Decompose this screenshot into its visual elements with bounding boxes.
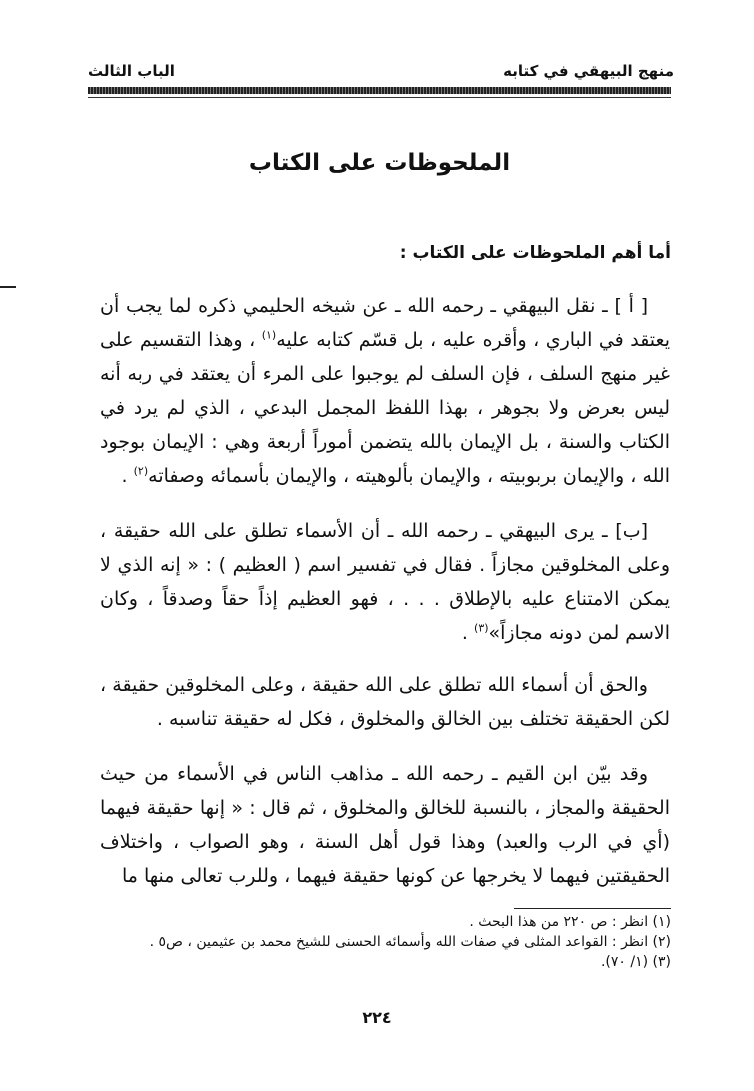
paragraph-a bbox=[100, 289, 670, 493]
paragraph-a-text-2: ، وهذا التقسيم على غير منهج السلف ، فإن السلف لم يوجبوا على المرء أن يعتقد في ربه أنه ليس بعرض ولا بجوهر ، بهذا اللفظ المجمل البدعي ، الذي لم يرد في الكتاب والسنة ، بل الإيمان بالله يتضمن أموراً أربعة وهي : الإيمان بوجود الله ، والإيمان بربوبيته ، والإيمان بألوهيته ، والإيمان بأسمائه وصفاته bbox=[100, 329, 670, 487]
footnotes bbox=[101, 912, 671, 972]
running-head-book-title: منهج البيهقي في كتابه bbox=[503, 62, 674, 80]
paragraph-d bbox=[100, 757, 670, 893]
page-number: ٢٢٤ bbox=[362, 1008, 392, 1027]
paragraph-b-text-2: . bbox=[461, 622, 475, 644]
paragraph-d-text: وقد بيّن ابن القيم ـ رحمه الله ـ مذاهب الناس في الأسماء من حيث الحقيقة والمجاز ، بالنسبة للخالق والمخلوق ، ثم قال : « إنها حقيقة فيهما (أي في الرب والعبد) وهذا قول أهل السنة ، وهو الصواب ، واختلاف الحقيقتين فيهما لا يخرجها عن كونها حقيقة فيهما ، وللرب تعالى منها ما bbox=[100, 763, 670, 887]
footnote-2: (٢) انظر : القواعد المثلى في صفات الله وأسمائه الحسنى للشيخ محمد بن عثيمين ، ص٥ . bbox=[149, 934, 671, 950]
paragraph-b-text-1: [ب] ـ يرى البيهقي ـ رحمه الله ـ أن الأسماء تطلق على الله حقيقة ، وعلى المخلوقين مجازاً . فقال في تفسير اسم ( العظيم ) : « إنه الذي لا يمكن الامتناع عليه بالإطلاق . . . ، فهو العظيم إذاً حقاً وصدقاً ، وكان الاسم لمن دونه مجازاً» bbox=[100, 520, 670, 644]
footnote-ref-1: (١) bbox=[261, 328, 277, 342]
footnote-rule bbox=[514, 908, 671, 909]
section-subtitle: أما أهم الملحوظات على الكتاب : bbox=[399, 243, 671, 263]
paragraph-b bbox=[100, 514, 670, 650]
footnote-1: (١) انظر : ص ٢٢٠ من هذا البحث . bbox=[469, 914, 671, 930]
section-title: الملحوظات على الكتاب bbox=[248, 150, 511, 176]
header-rule-thin bbox=[88, 97, 671, 98]
footnote-3: (٣) (١/ ٧٠). bbox=[600, 954, 671, 970]
header-rule bbox=[88, 87, 671, 94]
paragraph-c-text: والحق أن أسماء الله تطلق على الله حقيقة ، وعلى المخلوقين حقيقة ، لكن الحقيقة تختلف بين الخالق والمخلوق ، فكل له حقيقة تناسبه . bbox=[100, 674, 670, 730]
margin-mark bbox=[0, 286, 16, 288]
footnote-ref-2: (٢) bbox=[133, 464, 149, 478]
paragraph-a-text-1: [ أ ] ـ نقل البيهقي ـ رحمه الله ـ عن شيخه الحليمي ذكره لما يجب أن يعتقد في الباري ، وأقره عليه ، بل قسّم كتابه عليه bbox=[100, 295, 670, 351]
running-head-chapter: الباب الثالث bbox=[88, 62, 175, 80]
paragraph-c bbox=[100, 668, 670, 736]
footnote-ref-3: (٣) bbox=[474, 621, 489, 635]
paragraph-a-text-3: . bbox=[121, 465, 134, 487]
